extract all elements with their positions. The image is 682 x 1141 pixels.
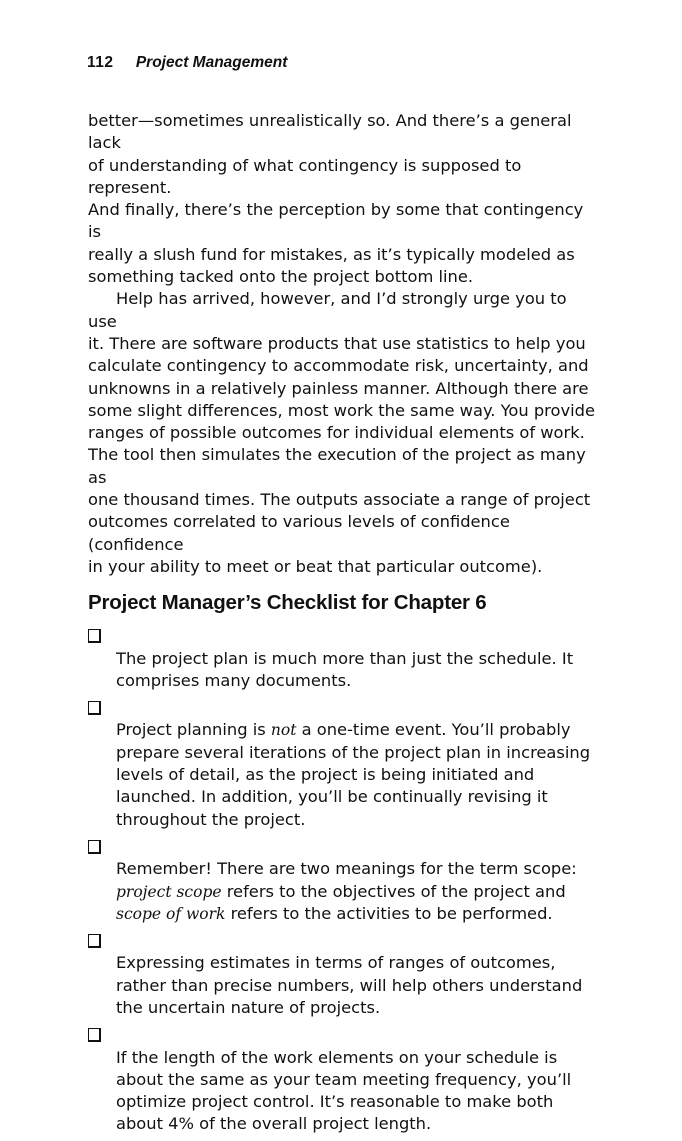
checklist — [88, 625, 596, 1136]
checklist-item-text: Remember! There are two meanings for the term scope: — [116, 859, 577, 879]
checklist-item-text: refers to the activities to be performed. — [225, 903, 553, 923]
checkbox-icon — [88, 934, 101, 948]
body-paragraph-1: better—sometimes unrealistically so. And there’s a general lack of understanding of what contingency is supposed to represent. And finally, there’s the perception by some that contingency is really a slush fund for mistakes, as it’s typically modeled as something tacked onto the project bottom line. — [88, 111, 584, 287]
checklist-item-text: The project plan is much more than just the schedule. It comprises many documents. — [116, 648, 574, 690]
page-number: 112 — [87, 54, 114, 71]
term-scope-of-work: scope of work — [116, 904, 226, 923]
checklist-item-text: Project planning is — [116, 720, 271, 740]
checklist-item-text: refers to the objectives of the project and — [226, 881, 566, 901]
checklist-item-2 — [88, 697, 596, 831]
checkbox-icon — [88, 840, 101, 854]
body-paragraph-2: Help has arrived, however, and I’d strongly urge you to use it. There are software products that use statistics to help you calculate contingency to accommodate risk, uncertainty, and unknowns in a relatively painless manner. Although there are some slight differences, most work the same way. You provide ranges of possible outcomes for individual elements of work. The tool then simulates the execution of the project as many as one thousand times. The outputs associate a range of project outcomes correlated to various levels of confidence (confidence in your ability to meet or beat that particular outcome). — [88, 289, 595, 576]
checkbox-icon — [88, 701, 101, 715]
checklist-item-3 — [88, 836, 596, 925]
checklist-item-4 — [88, 930, 596, 1019]
running-head — [87, 54, 287, 72]
checklist-item-1 — [88, 625, 596, 692]
checklist-item-5 — [88, 1024, 596, 1135]
term-project-scope: project scope — [116, 882, 222, 901]
checkbox-icon — [88, 1028, 101, 1042]
checklist-item-text: a one-time event. You’ll probably prepare several iterations of the project plan in increasing levels of detail, as the project is being initiated and launched. In addition, you’ll be continually revising it throughout the project. — [116, 720, 591, 829]
emphasis-not: not — [270, 721, 297, 740]
book-title: Project Management — [135, 54, 288, 71]
page-body — [88, 110, 596, 1141]
checkbox-icon — [88, 629, 101, 643]
checklist-item-text: If the length of the work elements on your schedule is about the same as your team meeting frequency, you’ll optimize project control. It’s reasonable to make both about 4% of the overall project length. — [116, 1047, 572, 1134]
checklist-heading: Project Manager’s Checklist for Chapter 6 — [88, 591, 487, 615]
checklist-item-text: Expressing estimates in terms of ranges of outcomes, rather than precise numbers, will help others understand the uncertain nature of projects. — [116, 953, 583, 1017]
